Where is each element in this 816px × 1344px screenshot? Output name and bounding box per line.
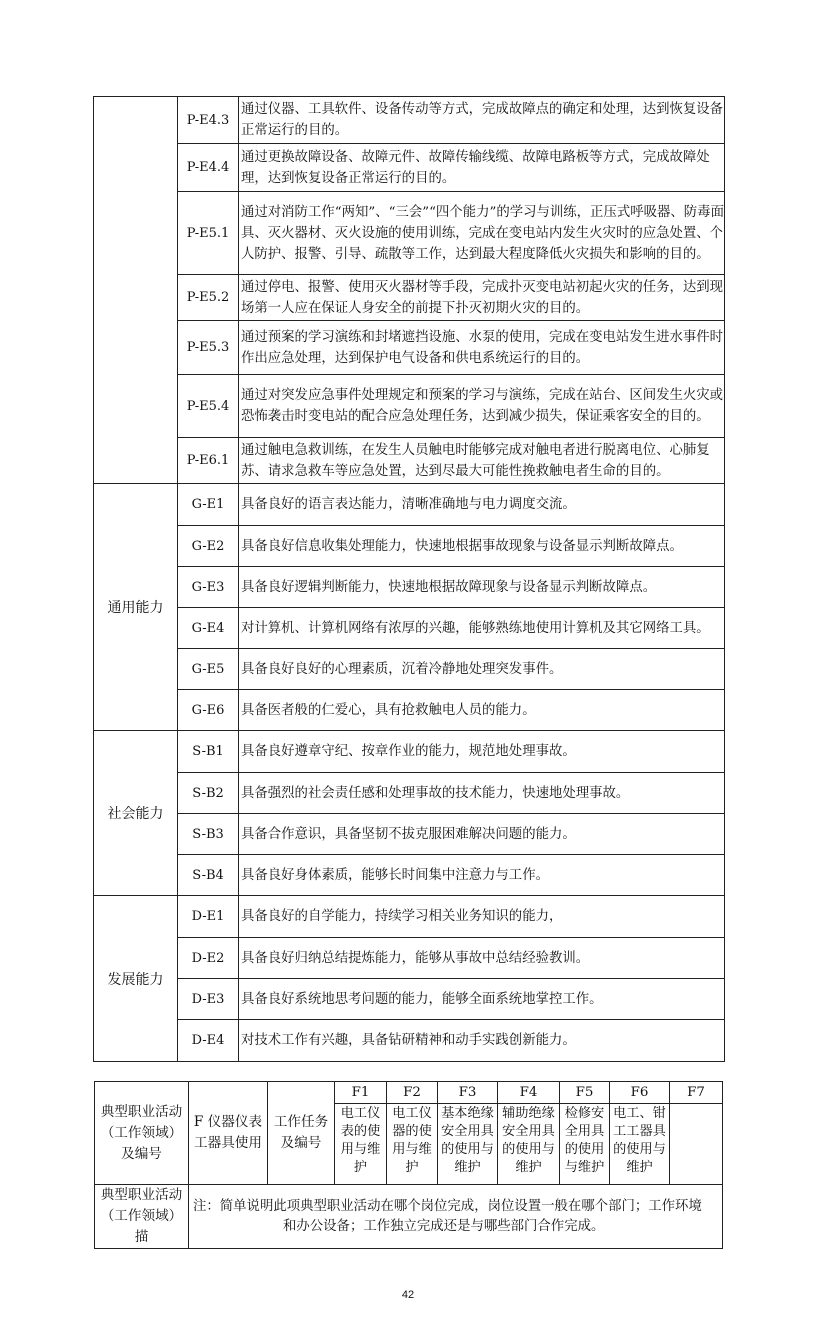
competency-description: 具备医者般的仁爱心，具有抢救触电人员的能力。 [239, 690, 725, 731]
competency-code: P-E5.1 [178, 192, 239, 275]
description-label: 典型职业活动（工作领域）描 [95, 1185, 189, 1249]
competency-code: S-B4 [178, 855, 239, 896]
competency-code: G-E5 [178, 649, 239, 690]
page-number: 42 [401, 1289, 415, 1301]
table-row [94, 97, 725, 144]
competency-code: G-E1 [178, 484, 239, 526]
table-row [94, 192, 725, 275]
task-code: F5 [560, 1082, 610, 1104]
competency-description: 具备良好系统地思考问题的能力，能够全面系统地掌控工作。 [239, 979, 725, 1020]
table-row [94, 731, 725, 773]
competency-description: 具备合作意识，具备坚韧不拔克服困难解决问题的能力。 [239, 814, 725, 855]
competency-code: P-E5.2 [178, 275, 239, 321]
task-code: F2 [387, 1082, 438, 1104]
task-name: 基本绝缘安全用具的使用与维护 [438, 1104, 498, 1185]
task-name: 电工仪器的使用与维护 [387, 1104, 438, 1185]
task-name: 辅助绝缘安全用具的使用与维护 [498, 1104, 560, 1185]
task-name: 检修安全用具的使用与维护 [560, 1104, 610, 1185]
table-row [94, 567, 725, 608]
competency-description: 具备良好良好的心理素质，沉着冷静地处理突发事件。 [239, 649, 725, 690]
competency-code: P-E5.4 [178, 375, 239, 438]
table-row [94, 438, 725, 484]
competency-description: 具备良好信息收集处理能力，快速地根据事故现象与设备显示判断故障点。 [239, 526, 725, 567]
table-row [94, 855, 725, 896]
competency-description: 具备良好身体素质，能够长时间集中注意力与工作。 [239, 855, 725, 896]
competency-description: 具备良好的语言表达能力，清晰准确地与电力调度交流。 [239, 484, 725, 526]
competency-code: P-E4.3 [178, 97, 239, 144]
table-row [95, 1185, 723, 1249]
description-note [189, 1185, 723, 1249]
table-row [94, 773, 725, 814]
competency-code: D-E3 [178, 979, 239, 1020]
activity-label: 典型职业活动（工作领域）及编号 [95, 1082, 189, 1185]
activity-table [94, 1081, 723, 1249]
competency-description: 具备良好遵章守纪、按章作业的能力，规范地处理事故。 [239, 731, 725, 773]
task-code: F3 [438, 1082, 498, 1104]
table-row [94, 896, 725, 938]
competency-description: 对技术工作有兴趣，具备钻研精神和动手实践创新能力。 [239, 1020, 725, 1062]
table-row [94, 144, 725, 192]
table-row [94, 814, 725, 855]
category-development: 发展能力 [94, 896, 178, 1062]
table-row [94, 690, 725, 731]
competency-code: S-B1 [178, 731, 239, 773]
competency-table [93, 96, 725, 1062]
task-label: 工作任务及编号 [268, 1082, 335, 1185]
table-row [94, 375, 725, 438]
competency-code: G-E2 [178, 526, 239, 567]
table-row [94, 649, 725, 690]
competency-description: 通过触电急救训练，在发生人员触电时能够完成对触电者进行脱离电位、心肺复苏、请求急救车等应急处置，达到尽最大可能性挽救触电者生命的目的。 [239, 438, 725, 484]
competency-code: P-E5.3 [178, 321, 239, 375]
competency-description: 通过停电、报警、使用灭火器材等手段，完成扑灭变电站初起火灾的任务，达到现场第一人应在保证人身安全的前提下扑灭初期火灾的目的。 [239, 275, 725, 321]
competency-code: D-E4 [178, 1020, 239, 1062]
competency-description: 通过预案的学习演练和封堵遮挡设施、水泵的使用，完成在变电站发生进水事件时作出应急处理，达到保护电气设备和供电系统运行的目的。 [239, 321, 725, 375]
table-row [95, 1082, 723, 1104]
table-row [94, 938, 725, 979]
competency-code: P-E4.4 [178, 144, 239, 192]
competency-description: 对计算机、计算机网络有浓厚的兴趣，能够熟练地使用计算机及其它网络工具。 [239, 608, 725, 649]
category-cell-professional [94, 97, 178, 484]
competency-code: S-B2 [178, 773, 239, 814]
competency-description: 通过对消防工作“两知”、“三会”“四个能力”的学习与训练，正压式呼吸器、防毒面具、灭火器材、灭火设施的使用训练，完成在变电站内发生火灾时的应急处置、个人防护、报警、引导、疏散等工作，达到最大程度降低火灾损失和影响的目的。 [239, 192, 725, 275]
competency-code: G-E4 [178, 608, 239, 649]
table-row [94, 275, 725, 321]
task-code: F1 [335, 1082, 387, 1104]
competency-description: 具备良好归纳总结提炼能力，能够从事故中总结经验教训。 [239, 938, 725, 979]
task-code: F7 [670, 1082, 723, 1104]
competency-code: P-E6.1 [178, 438, 239, 484]
competency-code: G-E6 [178, 690, 239, 731]
competency-code: D-E1 [178, 896, 239, 938]
competency-description: 具备强烈的社会责任感和处理事故的技术能力，快速地处理事故。 [239, 773, 725, 814]
competency-description: 通过更换故障设备、故障元件、故障传输线缆、故障电路板等方式，完成故障处理，达到恢复设备正常运行的目的。 [239, 144, 725, 192]
table-row [94, 608, 725, 649]
task-name [670, 1104, 723, 1185]
task-code: F6 [610, 1082, 670, 1104]
competency-description: 具备良好逻辑判断能力，快速地根据故障现象与设备显示判断故障点。 [239, 567, 725, 608]
task-code: F4 [498, 1082, 560, 1104]
competency-code: D-E2 [178, 938, 239, 979]
competency-description: 通过对突发应急事件处理规定和预案的学习与演练，完成在站台、区间发生火灾或恐怖袭击时变电站的配合应急处理任务，达到减少损失，保证乘客安全的目的。 [239, 375, 725, 438]
competency-code: G-E3 [178, 567, 239, 608]
note-line-1: 注：简单说明此项典型职业活动在哪个岗位完成，岗位设置一般在哪个部门；工作环境 [193, 1199, 702, 1214]
competency-description: 通过仪器、工具软件、设备传动等方式，完成故障点的确定和处理，达到恢复设备正常运行的目的。 [239, 97, 725, 144]
task-name: 电工仪表的使用与维护 [335, 1104, 387, 1185]
table-row [94, 979, 725, 1020]
table-row [94, 484, 725, 526]
activity-value: F 仪器仪表工器具使用 [189, 1082, 268, 1185]
note-line-2: 和办公设备；工作独立完成还是与哪些部门合作完成。 [283, 1219, 605, 1234]
category-general: 通用能力 [94, 484, 178, 731]
table-row [94, 1020, 725, 1062]
competency-description: 具备良好的自学能力，持续学习相关业务知识的能力， [239, 896, 725, 938]
task-name: 电工、钳工工器具的使用与维护 [610, 1104, 670, 1185]
table-row [94, 526, 725, 567]
table-row [94, 321, 725, 375]
category-social: 社会能力 [94, 731, 178, 896]
competency-code: S-B3 [178, 814, 239, 855]
